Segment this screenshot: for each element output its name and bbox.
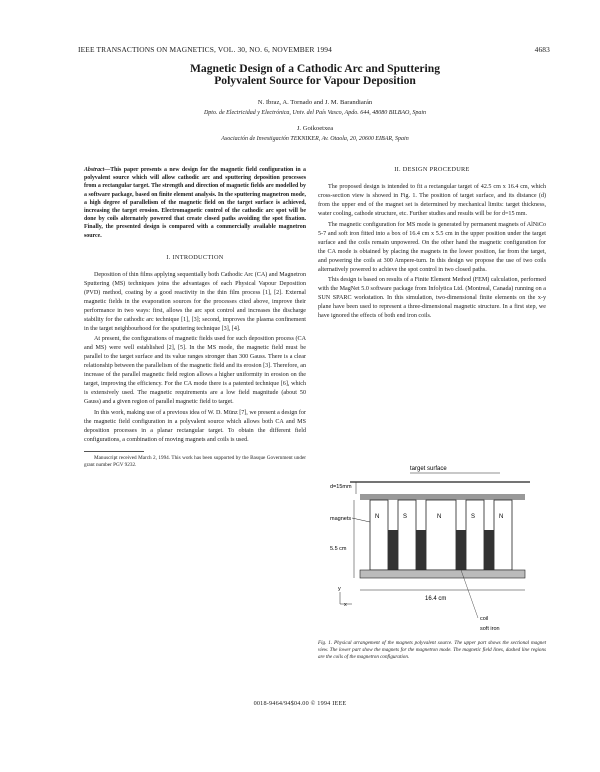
intro-paragraph: At present, the configurations of magnetic fields used for such deposition process (CA and MS) were well established [2], [5]. In the MS mode, the magnetic field must be parallel to the target surface and its value ranges stronger than 300 Gauss. There is a clear relationship between the parallelism of the magnetic field and its erosion [3]. Therefore, an increase of the parallel magnetic field region allows a higher uniformity in erosion on the target, improving the efficiency. For the CA mode there is a patented technique [6], which is extensively used. The magnetic requirements are a low field magnitude (about 50 Gauss) and a given region of parallel magnetic field to target. [84,336,306,406]
running-header [78,45,550,57]
pole-label-south: S [471,514,476,520]
author-names-2: J. Goikoetxea [296,125,334,132]
page-number: 4683 [534,45,550,54]
pole-label-north: N [375,514,380,520]
right-column [318,166,546,323]
journal-name: IEEE TRANSACTIONS ON MAGNETICS, VOL. 30, NO. 6, NOVEMBER 1994 [78,45,333,54]
abstract-text: —This paper presents a new design for the magnetic field configuration in a polyvalent source which will allow cathodic arc and sputtering deposition processes from a rectangular target. The strength and direction of magnetic fields are modelled by a software package, based on finite element analysis. In the sputtering magnetron mode, a high degree of parallelism of the magnetic field on the target surface is achieved, increasing the target erosion. Electromagnetic control of the cathodic arc spot will be done by coils alternately powered that create closed paths avoiding the spot fixation. Finally, the presented design is compared with a commercially available magnetron source. [84,167,306,239]
abstract-label: Abstract [84,167,105,173]
width-label: 16.4 cm [425,596,447,602]
coil-section [416,530,426,570]
coil-section [388,530,398,570]
height-label: 5.5 cm [330,546,347,552]
design-paragraph: The magnetic configuration for MS mode is generated by permanent magnets of AlNiCo 5-7 and soft iron fitted into a box of 16.4 cm x 5.5 cm in the upper position under the target surface and the coils remain unpowered. On the other hand the magnetic configuration for the CA mode is obtained by placing the magnets in the lower position, far from the target, and powering the coils at 300 Ampere-turn. In this design we propose the use of two coils alternatively powered to achieve the spot control in two closed paths. [318,221,546,273]
footnote: Manuscript received March 2, 1994. This work has been supported by the Basque Government under grant number PGV 9232. [84,454,306,468]
figure-caption: Fig. 1. Physical arrangement of the magnets polyvalent source. The upper part shows the sectional magnet view. The lower part show the magnets for the magnetron mode. The magnetic field lines, dashed line regions are the coils of the magnetron configuration. [318,640,546,660]
magnet-block [426,500,456,570]
coil-label: coil [480,616,489,622]
magnet-block [494,500,512,570]
magnets-pointer [352,518,370,522]
pole-label-north: N [499,514,504,520]
target-surface-label: target surface [410,466,447,472]
pole-label-north: N [437,514,442,520]
magnet-block [370,500,388,570]
intro-paragraph: In this work, making use of a previous idea of W. D. Münz [7], we present a design for the magnetic field configuration in a polyvalent source which allows both CA and MS deposition processes in a planar rectangular target. To obtain the different field configurations, a combination of moving magnets and coils is used. [84,410,306,443]
coil-section [456,530,466,570]
soft-iron-top-plate [360,494,525,500]
abstract [84,166,306,240]
design-paragraph: This design is based on results of a Finite Element Method (FEM) calculation, performed with the MagNet 5.0 software package from Infolytica Ltd. (Montreal, Canada) running on a SUN SPARC workstation. In this simulation, two-dimensional finite elements on the x-y plane have been used to represent a three-dimensional magnetic structure. In a first step, we have ignored the effects of both end iron coils. [318,277,546,320]
left-column [84,166,306,469]
affiliation-1: Dpto. de Electricidad y Electrónica, Univ. del País Vasco, Apdo. 644, 48080 BILBAO, Spain [203,110,427,116]
affiliation-2: Asociación de Investigación TEKNIKER, Av. Otaola, 20, 20600 EIBAR, Spain [221,136,409,142]
title-line-2: Polyvalent Source for Vapour Deposition [214,74,416,87]
magnet-block [398,500,416,570]
intro-paragraph: Deposition of thin films applying sequentially both Cathodic Arc (CA) and Magnetron Sputtering (MS) techniques joins the advantages of each Physical Vapour Deposition (PVD) method, coating by a good reactivity in the thin film process [1], [2]. External magnetic fields in the evaporation sources for the processes cited above, improve their performance in two ways: first, allows the arc spot control and increases the discharge stability for the cathodic arc technique [1], [3]; second, improves the plasma confinement in the target neighbourhood for the sputtering technique [3], [4]. [84,271,306,332]
figure-1-magnet-arrangement [330,460,545,636]
copyright-line: 0018-9464/94$04.00 © 1994 IEEE [253,700,347,707]
pole-label-south: S [403,514,408,520]
coil-section [484,530,494,570]
axis-label-y: y [338,586,341,592]
author-names-1: N. Ibraz, A. Tornado and J. M. Barandiarán [257,99,373,106]
magnet-block [466,500,484,570]
title-line-1: Magnetic Design of a Cathodic Arc and Sputtering [189,62,441,75]
author-block [90,98,540,144]
paper-title [90,63,540,87]
design-paragraph: The proposed design is intended to fit a rectangular target of 42.5 cm x 16.4 cm, which cross-section view is showed in Fig. 1. The position of target surface, and its distance (d) from the upper end of the magnet set is determined by mechanical limits: target thickness, water cooling, cathode structure, etc. Further studies and results will be for d=15 mm. [318,183,546,217]
magnets-label: magnets [330,516,352,522]
footnote-rule [84,451,144,452]
distance-label: d=15mm [330,484,352,490]
section-heading-design: II. DESIGN PROCEDURE [394,166,470,173]
section-heading-introduction: I. INTRODUCTION [166,253,224,261]
soft-iron-label: soft iron [480,626,500,632]
soft-iron-base [360,570,525,578]
axis-label-x: x [344,602,347,608]
